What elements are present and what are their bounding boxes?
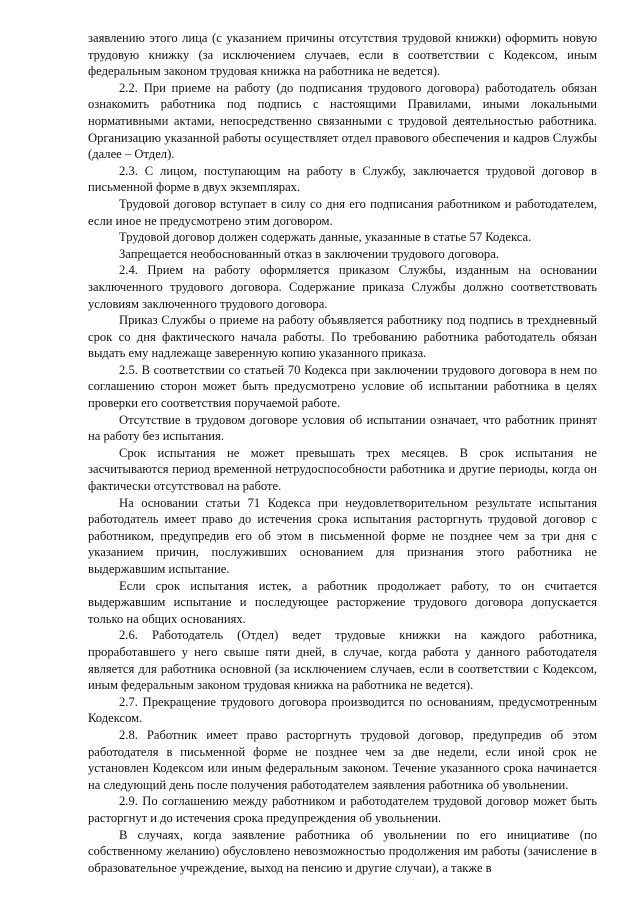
paragraph-2-5: 2.5. В соответствии со статьей 70 Кодекса при заключении трудового договора в нем по соглашению сторон может быть предусмотрено условие об испытании работника в целях проверки его соответствия поручаемой работе. xyxy=(88,362,597,411)
paragraph-2-3-contract-contents: Трудовой договор должен содержать данные, указанные в статье 57 Кодекса. xyxy=(119,230,532,245)
paragraph-2-7: 2.7. Прекращение трудового договора производится по основаниям, предусмотренным Кодексом. xyxy=(88,694,597,726)
paragraph-2-8: 2.8. Работник имеет право расторгнуть трудовой договор, предупредив об этом работодателя в письменной форме не позднее чем за две недели, если иной срок не установлен Кодексом или иным федеральным законом. Течение указанного срока начинается на следующий день после получения работодателем заявления работника об увольнении. xyxy=(88,727,597,792)
document-page xyxy=(88,30,597,876)
paragraph-2-3-refusal: Запрещается необоснованный отказ в заключении трудового договора. xyxy=(119,246,499,261)
paragraph-2-5-probation-term: Срок испытания не может превышать трех месяцев. В срок испытания не засчитываются период временной нетрудоспособности работника и другие периоды, когда он фактически отсутствовал на работе. xyxy=(88,445,597,494)
paragraph-2-3: 2.3. С лицом, поступающим на работу в Службу, заключается трудовой договор в письменной форме в двух экземплярах. xyxy=(88,163,597,195)
paragraph-2-5-probation-expired: Если срок испытания истек, а работник продолжает работу, то он считается выдержавшим испытание и последующее расторжение трудового договора допускается только на общих основаниях. xyxy=(88,578,597,626)
paragraph-2-9: 2.9. По соглашению между работником и работодателем трудовой договор может быть расторгнут и до истечения срока предупреждения об увольнении. xyxy=(88,794,597,825)
paragraph-continuation: заявлению этого лица (с указанием причины отсутствия трудовой книжки) оформить новую трудовую книжку (за исключением случаев, если в соответствии с Кодексом, иным федеральным законом трудовая книжка на работника не ведется). xyxy=(88,31,597,79)
paragraph-2-4: 2.4. Прием на работу оформляется приказом Службы, изданным на основании заключенного трудового договора. Содержание приказа Службы должно соответствовать условиям заключенного трудового договора. xyxy=(88,263,597,311)
paragraph-2-3-contract-effective: Трудовой договор вступает в силу со дня его подписания работником и работодателем, если иное не предусмотрено этим договором. xyxy=(88,196,597,228)
paragraph-2-9-cases: В случаях, когда заявление работника об увольнении по его инициативе (по собственному желанию) обусловлено невозможностью продолжения им работы (зачисление в образовательное учреждение, выход на пенсию и другие случаи), а также в xyxy=(88,827,597,875)
paragraph-2-5-article-71: На основании статьи 71 Кодекса при неудовлетворительном результате испытания работодатель имеет право до истечения срока испытания расторгнуть трудовой договор с работником, предупредив его об этом в письменной форме не позднее чем за три дня с указанием причин, послуживших основанием для признания этого работника не выдержавшим испытание. xyxy=(88,495,597,576)
paragraph-2-2: 2.2. При приеме на работу (до подписания трудового договора) работодатель обязан ознакомить работника под подпись с настоящими Правилами, иными локальными нормативными актами, непосредственно связанными с трудовой деятельностью работника. Организацию указанной работы осуществляет отдел правового обеспечения и кадров Службы (далее – Отдел). xyxy=(88,80,597,162)
paragraph-2-5-no-probation: Отсутствие в трудовом договоре условия об испытании означает, что работник принят на работу без испытания. xyxy=(88,412,597,444)
paragraph-2-6: 2.6. Работодатель (Отдел) ведет трудовые книжки на каждого работника, проработавшего у него свыше пяти дней, в случае, когда работа у данного работодателя является для работника основной (за исключением случаев, если в соответствии с Кодексом, иным федеральным законом трудовая книжка на работника не ведется). xyxy=(88,628,597,693)
paragraph-2-4-order: Приказ Службы о приеме на работу объявляется работнику под подпись в трехдневный срок со дня фактического начала работы. По требованию работника работодатель обязан выдать ему надлежаще заверенную копию указанного приказа. xyxy=(88,313,597,361)
